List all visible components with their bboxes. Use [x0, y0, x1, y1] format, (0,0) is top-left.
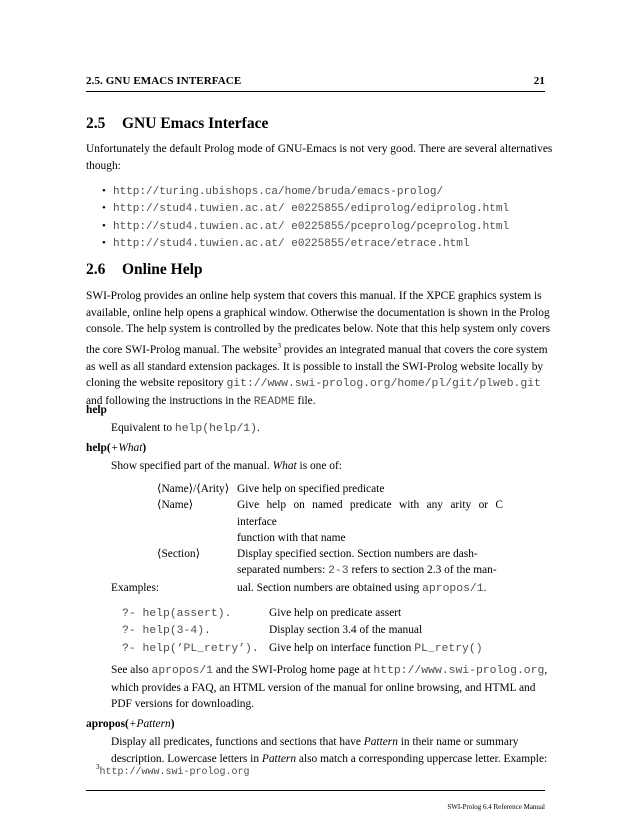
table-term: ⟨Name⟩/⟨Arity⟩	[157, 483, 230, 495]
predicate-apropos	[86, 718, 175, 730]
text: and following the instructions in the	[86, 395, 254, 408]
example-code: ?- help(3-4).	[122, 625, 211, 638]
table-row	[157, 481, 503, 497]
text: in their name or summary	[397, 736, 519, 748]
link[interactable]: http://turing.ubishops.ca/home/bruda/emacs-prolog/	[113, 186, 444, 198]
code: apropos/1	[151, 665, 214, 677]
paragraph-line	[86, 375, 545, 393]
intro-line: Unfortunately the default Prolog mode of GNU-Emacs is not very good. There are several alternatives	[86, 143, 553, 155]
text: Give help on named predicate with any arity or C interface	[237, 499, 503, 528]
text: ual. Section numbers are obtained using	[237, 581, 423, 594]
bullet-icon: •	[102, 219, 106, 232]
paragraph-line: SWI-Prolog provides an online help system that covers this manual. If the XPCE graphics system is	[86, 290, 542, 302]
readme-code: README	[253, 396, 295, 409]
section-heading-2-5	[86, 115, 268, 133]
see-also-paragraph	[111, 662, 548, 713]
text: What	[272, 460, 297, 472]
text: .	[256, 422, 260, 434]
code: help(help/1)	[174, 423, 257, 435]
text: ,	[544, 664, 548, 676]
footnote-url[interactable]: http://www.swi-prolog.org	[99, 767, 250, 778]
paragraph-line: PDF versions for downloading.	[111, 698, 255, 711]
example-code: ?- help(’PL_retry’).	[122, 642, 259, 655]
text: )	[142, 442, 147, 454]
help-options-table	[157, 481, 503, 597]
link[interactable]: http://stud4.tuwien.ac.at/ e0225855/ediprolog/ediprolog.html	[113, 203, 510, 216]
text: the core SWI-Prolog manual. The website	[86, 343, 278, 356]
example-text: Display section 3.4 of the manual	[269, 624, 423, 637]
text: function with that name	[237, 531, 346, 544]
text: refers to section 2.3 of the man-	[351, 564, 497, 577]
table-row	[157, 497, 503, 546]
table-desc	[237, 497, 503, 546]
text: Pattern	[363, 736, 398, 748]
example-row	[122, 622, 483, 639]
table-term: ⟨Section⟩	[157, 548, 201, 561]
text: file.	[294, 395, 316, 408]
code: 2-3	[328, 565, 349, 578]
arg: +Pattern	[128, 718, 171, 730]
predicate-help-what	[86, 442, 146, 454]
text: Show specified part of the manual.	[111, 460, 273, 472]
arg: +What	[110, 442, 143, 454]
paragraph-line: which provides a FAQ, an HTML version of the manual for online browsing, and HTML and	[111, 681, 536, 694]
table-row	[157, 546, 503, 597]
paragraph-line	[86, 338, 548, 359]
paragraph-line	[111, 734, 545, 751]
predicate-help-description	[111, 420, 260, 437]
paragraph-line	[86, 393, 545, 411]
homepage-url[interactable]: http://www.swi-prolog.org	[373, 665, 545, 677]
footnote-ref[interactable]: 3	[277, 342, 281, 351]
section-2-5-intro	[86, 141, 553, 174]
apropos-description	[111, 734, 548, 767]
text: separated numbers:	[237, 564, 329, 577]
text: apropos(	[86, 718, 129, 730]
text: cloning the website repository	[86, 377, 227, 390]
text: See also	[111, 664, 152, 676]
running-title: 2.5. GNU EMACS INTERFACE	[86, 75, 242, 87]
table-term: ⟨Name⟩	[157, 499, 194, 512]
page-footer: SWI-Prolog 6.4 Reference Manual	[447, 803, 545, 811]
text: Pattern	[261, 752, 297, 765]
bullet-icon: •	[102, 202, 106, 215]
example-row	[122, 640, 483, 657]
bullet-icon: •	[102, 185, 106, 197]
predicate-help: help	[86, 404, 107, 416]
text: Display all predicates, functions and sections that have	[111, 736, 364, 748]
section-title: Online Help	[122, 261, 203, 278]
list-item	[102, 200, 509, 217]
example-row	[122, 605, 483, 622]
footnote	[96, 763, 250, 778]
emacs-links-list	[102, 183, 509, 253]
list-item	[102, 183, 509, 200]
examples-table	[122, 605, 483, 657]
text: provides an integrated manual that covers the core system	[280, 343, 548, 356]
text: is one of:	[296, 460, 342, 472]
running-header	[86, 75, 545, 87]
section-number: 2.6	[86, 261, 106, 278]
code: apropos/1	[422, 582, 484, 595]
section-number: 2.5	[86, 115, 106, 132]
example-text: Give help on interface function	[269, 641, 415, 654]
page-number: 21	[533, 75, 545, 87]
example-code: PL_retry()	[414, 642, 483, 655]
list-item	[102, 218, 509, 235]
header-rule	[86, 91, 545, 92]
paragraph-line	[111, 751, 548, 768]
list-item	[102, 235, 509, 252]
repo-url[interactable]: git://www.swi-prolog.org/home/pl/git/plweb.git	[226, 378, 541, 391]
example-code: ?- help(assert).	[122, 608, 232, 620]
intro-line: though:	[86, 159, 121, 172]
text: help(	[86, 442, 111, 454]
text: )	[170, 718, 175, 730]
text: Display specified section. Section numbers are dash-	[237, 548, 478, 561]
paragraph-line: available, online help opens a graphical window. Otherwise the documentation is shown in the Prolog	[86, 306, 550, 319]
bullet-icon: •	[102, 237, 106, 250]
section-heading-2-6	[86, 261, 203, 279]
paragraph-line	[111, 662, 548, 680]
paragraph-line: console. The help system is controlled by the predicates below. Note that this help system only covers	[86, 323, 551, 336]
link[interactable]: http://stud4.tuwien.ac.at/ e0225855/etrace/etrace.html	[113, 238, 470, 251]
table-desc: Give help on specified predicate	[237, 483, 385, 495]
text: also match a corresponding uppercase letter. Example:	[296, 752, 548, 765]
paragraph-line: as well as all standard extension packages. It is possible to install the SWI-Prolog website locally by	[86, 360, 544, 373]
text: and the SWI-Prolog home page at	[213, 664, 374, 676]
table-desc: Display specified section. Section numbers are dash- separated numbers: 2-3 refers to section 2.3 of the man- ual. Section numbers are obtained using apropos/1.	[237, 548, 497, 595]
section-title: GNU Emacs Interface	[122, 115, 269, 132]
text: description. Lowercase letters in	[111, 752, 262, 765]
link[interactable]: http://stud4.tuwien.ac.at/ e0225855/pceprolog/pceprolog.html	[113, 220, 510, 233]
section-2-6-paragraph	[86, 288, 551, 411]
examples-label: Examples:	[111, 582, 160, 594]
example-text: Give help on predicate assert	[269, 607, 402, 619]
footer-rule	[86, 790, 545, 791]
predicate-help-what-description	[111, 458, 342, 474]
footnote-mark: 3	[96, 763, 100, 771]
text: Equivalent to	[111, 422, 175, 434]
